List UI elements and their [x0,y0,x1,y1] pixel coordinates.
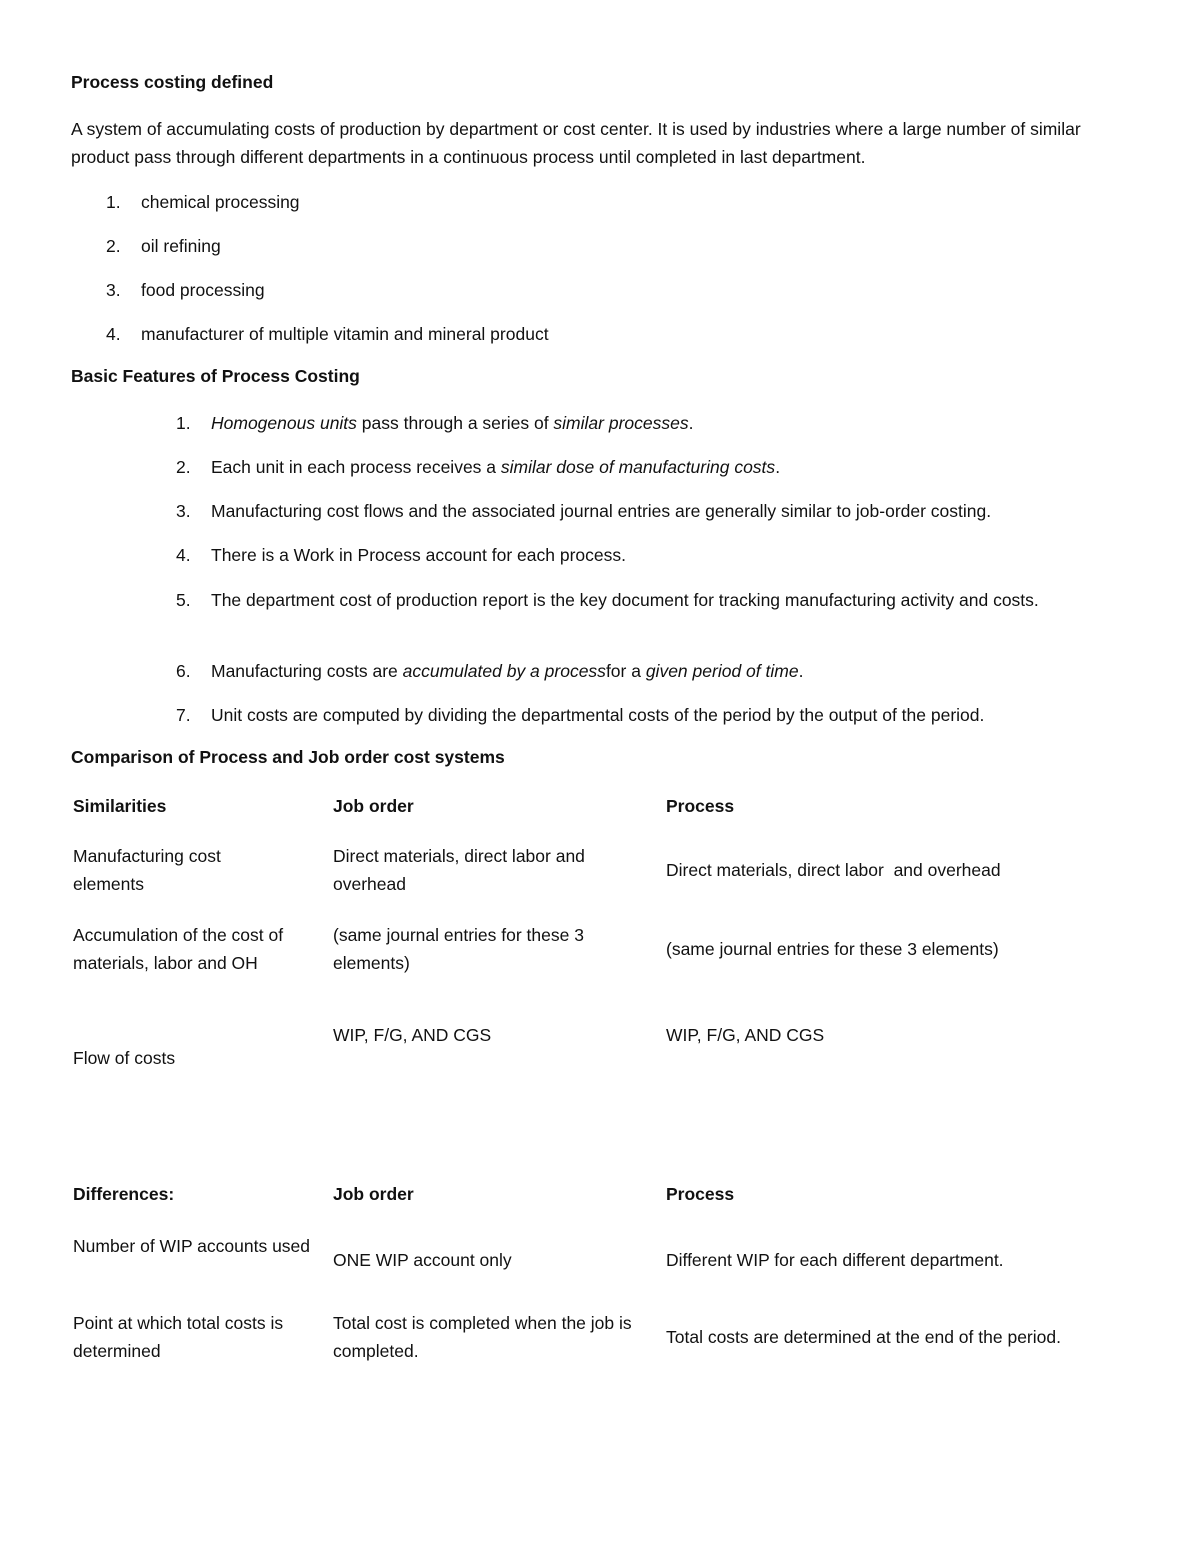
table-header: Process [666,1184,735,1204]
plain-text: . [688,413,694,433]
table-header: Differences: [73,1184,175,1204]
table-cell: ONE WIP account only [333,1250,512,1270]
plain-text: for a [605,661,646,681]
list-text [211,409,693,437]
table-cell: Manufacturing cost elements [73,846,221,894]
table-header: Job order [333,796,414,816]
table-cell: WIP, F/G, AND CGS [333,1025,492,1045]
section-title-process-costing: Process costing defined [71,72,274,92]
table-header: Similarities [73,796,167,816]
emphasis: similar processes [553,413,689,433]
emphasis: given period of time [645,661,799,681]
list-number: 7. [176,705,191,725]
table-cell: (same journal entries for these 3 elements) [666,939,999,959]
plain-text: . [775,457,781,477]
list-text: manufacturer of multiple vitamin and mineral product [141,324,549,344]
table-cell: WIP, F/G, AND CGS [666,1025,825,1045]
list-number: 4. [106,324,121,344]
list-number: 4. [176,545,191,565]
plain-text: Manufacturing costs are [211,661,403,681]
emphasis: Homogenous units [211,413,357,433]
table-cell: (same journal entries for these 3 elements) [333,925,584,973]
list-number: 3. [106,280,121,300]
list-text: Manufacturing cost flows and the associated journal entries are generally similar to job-order costing. [211,501,992,521]
list-number: 1. [106,192,121,212]
list-number: 1. [176,413,191,433]
section-title-basic-features: Basic Features of Process Costing [71,366,360,386]
list-text: chemical processing [141,192,300,212]
table-cell: Number of WIP accounts used [73,1236,311,1256]
list-text: oil refining [141,236,221,256]
table-cell: Point at which total costs is determined [73,1313,284,1361]
list-text [211,453,780,481]
table-cell: Direct materials, direct labor and overhead [666,860,1001,880]
list-text: There is a Work in Process account for each process. [211,545,626,565]
list-text: food processing [141,280,265,300]
list-text: Unit costs are computed by dividing the departmental costs of the period by the output of the period. [211,705,985,725]
section-title-comparison: Comparison of Process and Job order cost systems [71,747,505,767]
emphasis: similar dose of manufacturing costs [500,457,776,477]
plain-text: Each unit in each process receives a [211,457,501,477]
list-number: 6. [176,661,191,681]
list-number: 2. [176,457,191,477]
table-cell: Flow of costs [73,1048,176,1068]
list-number: 3. [176,501,191,521]
table-cell: Total costs are determined at the end of the period. [666,1327,1061,1347]
list-text [211,657,803,685]
plain-text: pass through a series of [356,413,554,433]
table-header: Job order [333,1184,414,1204]
table-cell: Direct materials, direct labor and overhead [333,846,585,894]
list-number: 5. [176,590,191,610]
plain-text: . [798,661,804,681]
table-cell: Total cost is completed when the job is completed. [333,1313,632,1361]
intro-paragraph: A system of accumulating costs of production by department or cost center. It is used by industries where a large number of similar product pass through different departments in a continuous process until completed in last department. [71,119,1081,167]
list-text: The department cost of production report is the key document for tracking manufacturing activity and costs. [211,590,1039,610]
table-cell: Accumulation of the cost of materials, labor and OH [73,925,284,973]
table-header: Process [666,796,735,816]
table-cell: Different WIP for each different department. [666,1250,1004,1270]
emphasis: accumulated by a process [402,661,606,681]
list-number: 2. [106,236,121,256]
